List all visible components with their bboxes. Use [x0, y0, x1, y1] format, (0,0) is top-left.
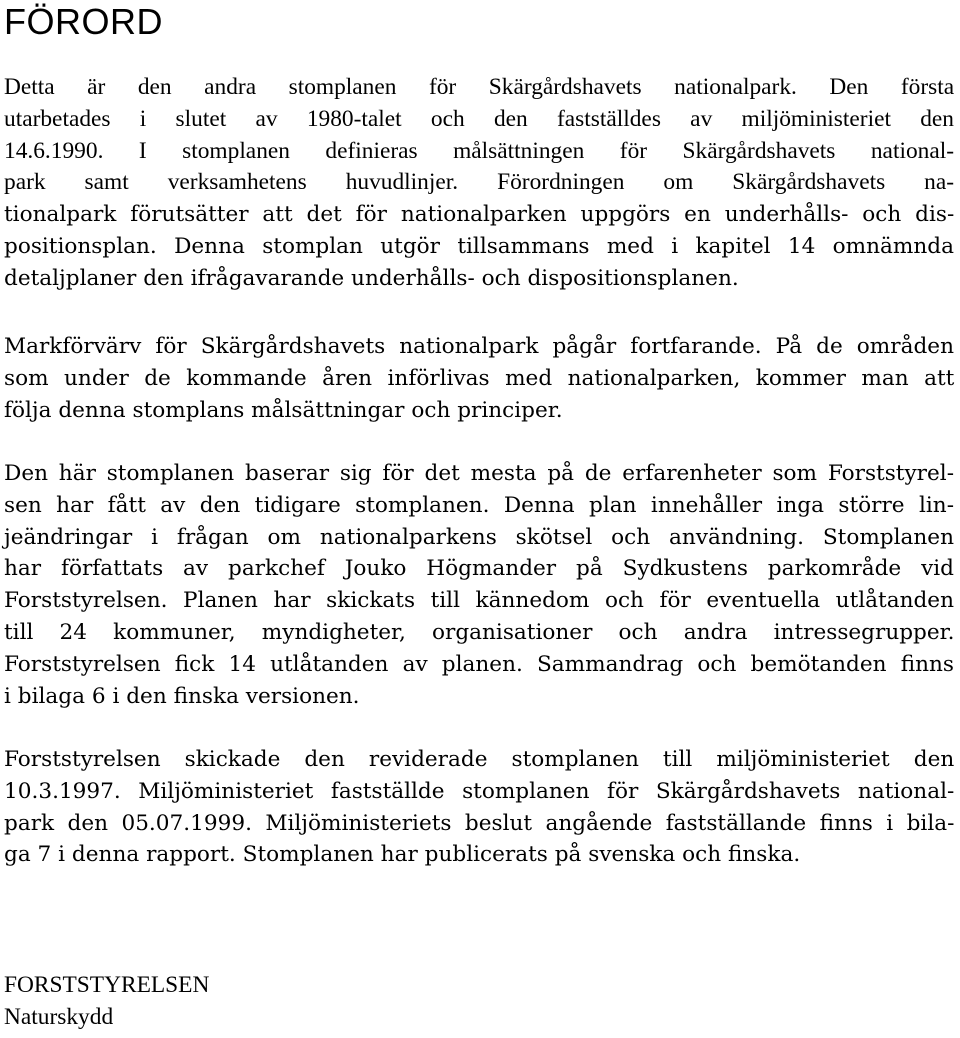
text-line: följa denna stomplans målsättningar och principer.: [4, 397, 563, 423]
paragraph-2: [4, 331, 954, 426]
text-line: 14.6.1990. I stomplanen definieras målsättningen för Skärgårdshavets national-: [4, 137, 954, 164]
signature-unit: Naturskydd: [4, 1004, 114, 1030]
page-title: FÖRORD: [4, 1, 163, 42]
text-line: jeändringar i frågan om nationalparkens skötsel och användning. Stomplanen: [4, 524, 954, 550]
text-line: ga 7 i denna rapport. Stomplanen har publicerats på svenska och finska.: [4, 842, 801, 868]
text-line: Markförvärv för Skärgårdshavets nationalpark pågår fortfarande. På de områden: [4, 334, 954, 359]
text-line: Forststyrelsen skickade den reviderade stomplanen till miljöministeriet den: [4, 747, 955, 772]
text-line: till 24 kommuner, myndigheter, organisationer och andra intressegrupper.: [4, 619, 955, 645]
text-line: utarbetades i slutet av 1980-talet och den fastställdes av miljöministeriet den: [4, 105, 954, 132]
text-line: Den här stomplanen baserar sig för det mesta på de erfarenheter som Forststyrel-: [4, 461, 954, 486]
paragraph-4: [4, 744, 954, 871]
text-line: 10.3.1997. Miljöministeriet fastställde stomplanen för Skärgårdshavets national-: [4, 778, 955, 804]
text-line: Forststyrelsen. Planen har skickats till kännedom och för eventuella utlåtanden: [4, 588, 954, 614]
text-line: park samt verksamhetens huvudlinjer. Förordningen om Skärgårdshavets na-: [4, 169, 955, 196]
paragraph-3: [4, 458, 954, 712]
text-line: detaljplaner den ifrågavarande underhålls- och dispositionsplanen.: [4, 265, 739, 291]
paragraph-1: [4, 72, 954, 295]
text-line: som under de kommande åren införlivas med nationalparken, kommer man att: [4, 365, 955, 391]
text-line: park den 05.07.1999. Miljöministeriets beslut angående fastställande finns i bila-: [4, 810, 955, 836]
text-line: i bilaga 6 i den finska versionen.: [4, 683, 360, 709]
text-line: sen har fått av den tidigare stomplanen. Denna plan innehåller inga större lin-: [4, 492, 954, 518]
text-line: positionsplan. Denna stomplan utgör tillsammans med i kapitel 14 omnämnda: [4, 233, 954, 259]
text-line: tionalpark förutsätter att det för nationalparken uppgörs en underhålls- och dis-: [4, 202, 955, 228]
text-line: har författats av parkchef Jouko Högmander på Sydkustens parkområde vid: [4, 556, 954, 582]
text-line: Forststyrelsen fick 14 utlåtanden av planen. Sammandrag och bemötanden finns: [4, 651, 954, 677]
text-line: Detta är den andra stomplanen för Skärgårdshavets nationalpark. Den första: [4, 74, 955, 100]
signature-block: [4, 969, 209, 1033]
signature-organization: FORSTSTYRELSEN: [4, 972, 210, 998]
